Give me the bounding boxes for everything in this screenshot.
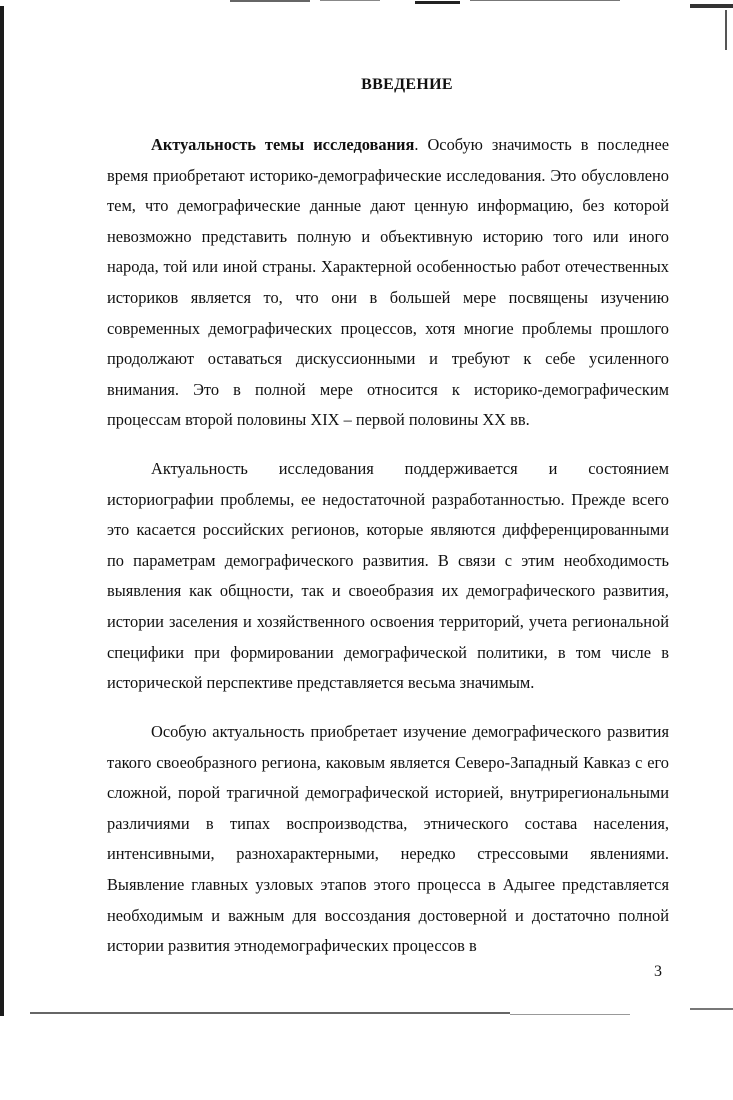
paragraph-lead: Актуальность темы исследования [151,135,415,154]
scan-artifact [415,1,460,4]
paragraph-relevance [107,130,669,436]
scan-artifact [510,1014,630,1015]
scan-artifact [690,4,733,8]
scan-edge-left [0,6,4,1016]
scan-artifact [230,0,310,2]
paragraph-historiography [107,454,669,699]
paragraph-text: Актуальность исследования поддерживается и состоянием историографии проблемы, ее недостаточной разработанностью. Прежде всего это касается российских регионов, которые являются дифференцированными по параметрам демографического развития. В связи с этим необходимость выявления как общности, так и своеобразия их демографического развития, истории заселения и хозяйственного освоения территорий, учета региональной специфики при формировании демографической политики, в том числе в исторической перспективе представляется весьма значимым. [107,459,669,693]
scan-artifact [725,10,727,50]
scan-artifact [320,0,380,1]
paragraph-text: . Особую значимость в последнее время приобретают историко-демографические исследования. Это обусловлено тем, что демографические данные дают ценную информацию, без которой невозможно представить полную и объективную историю того или иного народа, той или иной страны. Характерной особенностью работ отечественных историков является то, что они в большей мере посвящены изучению современных демографических процессов, хотя многие проблемы прошлого продолжают оставаться дискуссионными и требуют к себе усиленного внимания. Это в полной мере относится к историко-демографическим процессам второй половины XIX – первой половины XX вв. [107,135,669,430]
paragraph-region [107,717,669,962]
paragraph-text: Особую актуальность приобретает изучение демографического развития такого своеобразного региона, каковым является Северо-Западный Кавказ с его сложной, порой трагичной демографической историей, внутрирегиональными различиями в типах воспроизводства, этнического состава населения, интенсивными, разнохарактерными, нередко стрессовыми явлениями. Выявление главных узловых этапов этого процесса в Адыгее представляется необходимым и важным для воссоздания достоверной и достаточно полной истории развития этнодемографических процессов в [107,722,669,956]
scan-artifact [30,1012,510,1014]
scan-artifact [690,1008,733,1010]
page-number: 3 [654,963,662,980]
scan-artifact [470,0,620,1]
page-title: ВВЕДЕНИЕ [361,76,453,93]
